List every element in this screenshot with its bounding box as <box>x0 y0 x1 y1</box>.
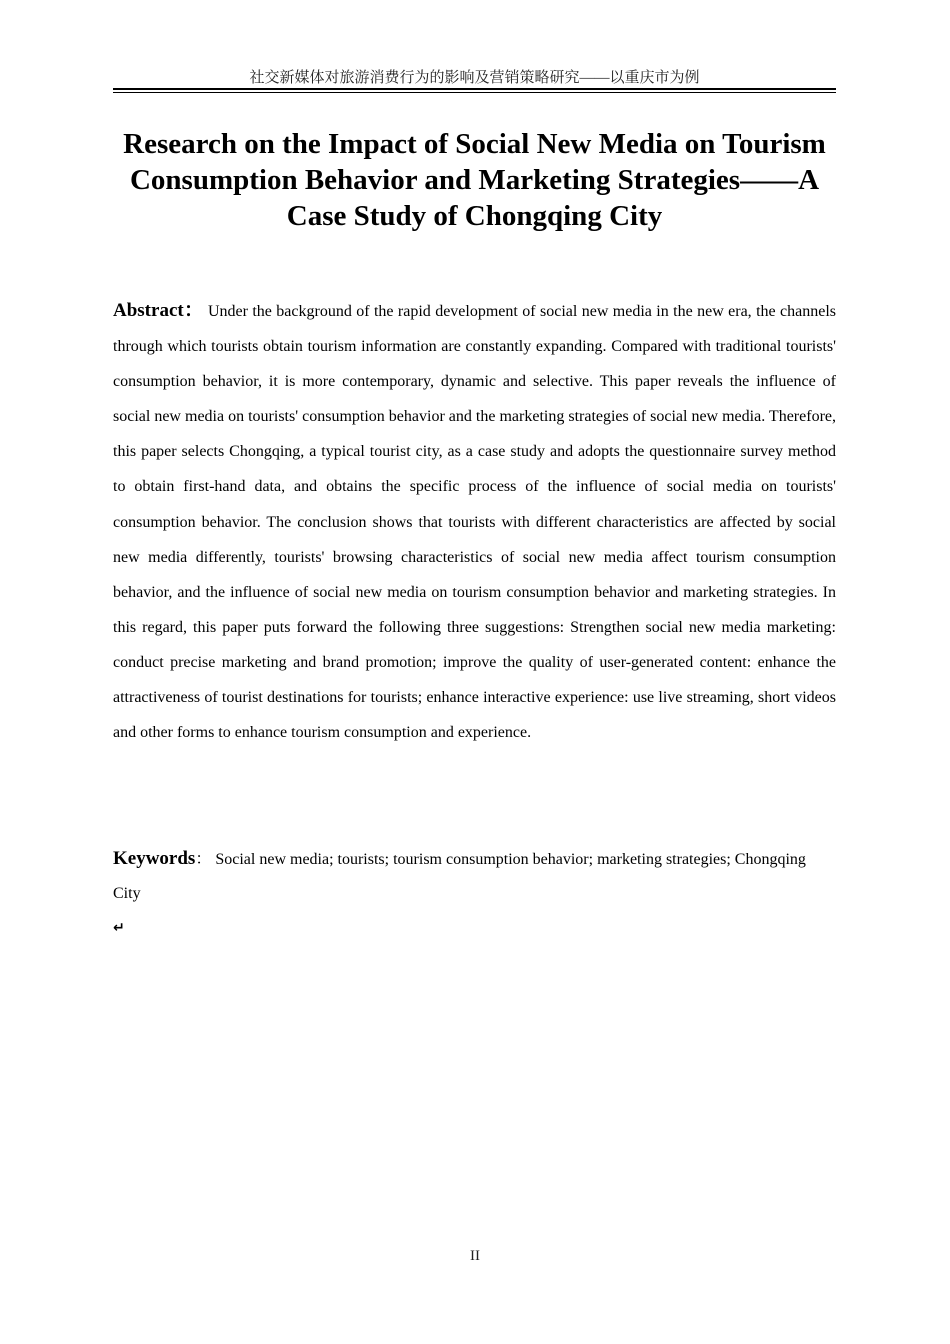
paper-title: Research on the Impact of Social New Media on Tourism Consumption Behavior and Marketing Strategies——A Case Study of Chongqing City <box>123 128 826 232</box>
abstract-paragraph <box>113 293 836 750</box>
page-number: II <box>470 1248 480 1264</box>
abstract-text: Under the background of the rapid development of social new media in the new era, the channels through which tourists obtain tourism information are constantly expanding. Compared with traditional tourists' consumption behavior, it is more contemporary, dynamic and selective. This paper reveals the influence of social new media on tourists' consumption behavior and the marketing strategies of social new media. Therefore, this paper selects Chongqing, a typical tourist city, as a case study and adopts the questionnaire survey method to obtain first-hand data, and obtains the specific process of the influence of social media on tourists' consumption behavior. The conclusion shows that tourists with different characteristics are affected by social new media differently, tourists' browsing characteristics of social new media affect tourism consumption behavior, and the influence of social new media on tourism consumption behavior and marketing strategies. In this regard, this paper puts forward the following three suggestions: Strengthen social new media marketing: conduct precise marketing and brand promotion; improve the quality of user-generated content: enhance the attractiveness of tourist destinations for tourists; enhance interactive experience: use live streaming, short videos and other forms to enhance tourism consumption and experience. <box>113 303 837 742</box>
keywords-paragraph <box>113 842 836 911</box>
paragraph-return-icon: ↵ <box>113 920 125 936</box>
header-rule-thick <box>113 88 836 90</box>
header-rule-thin <box>113 92 836 93</box>
keywords-text: Social new media; tourists; tourism consumption behavior; marketing strategies; Chongqing City <box>113 851 806 902</box>
running-header: 社交新媒体对旅游消费行为的影响及营销策略研究——以重庆市为例 <box>249 70 700 86</box>
keywords-label: Keywords <box>113 848 196 869</box>
abstract-label: Abstract： <box>113 300 204 321</box>
keywords-separator: ： <box>195 851 212 868</box>
